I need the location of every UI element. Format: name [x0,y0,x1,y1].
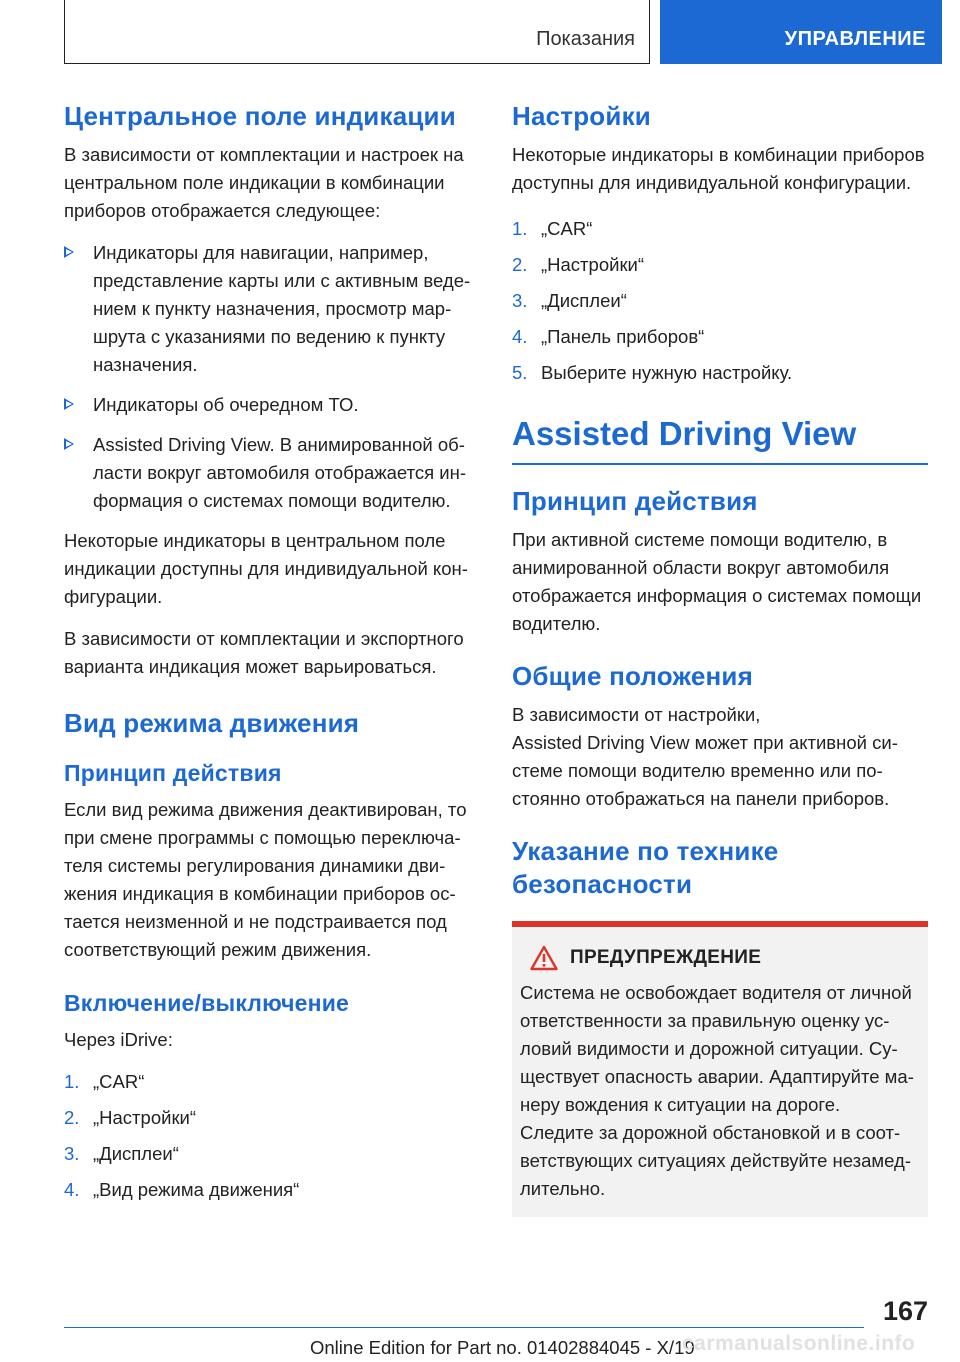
drive-mode-title: Вид режима движения [64,708,360,738]
watermark: carmanualsonline.info [682,1332,916,1355]
adv-title: Assisted Driving View [512,415,857,452]
config-paragraph: Некоторые индикаторы в центральном поле индикации доступны для индивидуальной конфигурации. [64,530,468,607]
header-section-label: Показания [536,28,635,50]
general-text-line2: Assisted Driving View может при активной системе помощи водителю временно или постоянно отображаться на панели приборов. [512,732,898,809]
list-item [512,251,928,279]
edition-text: Online Edition for Part no. 01402884045 - X/19 [310,1337,695,1358]
title-rule [512,463,928,465]
left-column [64,100,478,1214]
bullet-triangle-icon [64,246,74,258]
warning-text [520,979,920,1203]
adv-principle-text: При активной системе помощи водителю, в анимированной области вокруг автомобиля отображается информация о системах помощи водителю. [512,529,922,634]
general-title: Общие положения [512,661,753,691]
warning-triangle-icon [530,945,558,971]
step-number: 4. [64,1179,80,1200]
warning-box [512,921,928,1217]
warning-header [520,945,920,971]
list-item [512,215,928,243]
central-display-bullets [64,239,478,515]
list-item [64,431,478,515]
step-text: „Вид режима движения“ [93,1179,300,1200]
drive-mode-principle-title: Принцип действия [64,760,282,786]
list-item-text: Индикаторы для навигации, например, представление карты или с активным ведением к пункту назначения, просмотр маршрута с указаниями по ведению к пункту назначения. [93,242,471,375]
warning-text-line1: Система не освобождает водителя от личной ответственности за правильную оценку условий видимости и дорожной ситуации. Существует опасность аварии. Адаптируйте манеру вождения к ситуации на дороге. [520,982,914,1115]
step-number: 1. [512,218,528,239]
page-number: 167 [882,1296,928,1326]
header-chapter-label: УПРАВЛЕНИЕ [784,28,926,50]
safety-title: Указание по технике безопасности [512,836,779,899]
settings-steps [512,215,928,387]
list-item [512,323,928,351]
footer-rule [64,1327,864,1328]
list-item [64,1104,478,1132]
step-number: 3. [512,290,528,311]
list-item-text: Индикаторы об очередном ТО. [93,394,359,415]
list-item [64,1068,478,1096]
step-text: „Настройки“ [541,254,645,275]
settings-title: Настройки [512,101,651,131]
warning-label: ПРЕДУПРЕЖДЕНИЕ [570,947,762,968]
list-item-text: Assisted Driving View. В анимированной области вокруг автомобиля отображается информация о системах помощи водителю. [93,434,467,511]
step-text: „CAR“ [93,1071,145,1092]
list-item [512,287,928,315]
step-text: „CAR“ [541,218,593,239]
step-number: 1. [64,1071,80,1092]
list-item [64,1140,478,1168]
onoff-title: Включение/выключение [64,990,350,1016]
step-text: „Панель приборов“ [541,326,705,347]
variant-paragraph: В зависимости от комплектации и экспортного варианта индикация может варьироваться. [64,628,464,677]
central-display-title: Центральное поле индикации [64,101,456,131]
right-column [512,100,928,1217]
step-text: „Дисплеи“ [93,1143,179,1164]
step-number: 2. [64,1107,80,1128]
bullet-triangle-icon [64,438,74,450]
step-number: 5. [512,362,528,383]
step-text: „Настройки“ [93,1107,197,1128]
step-number: 4. [512,326,528,347]
list-item [64,239,478,379]
step-text: Выберите нужную настройку. [541,362,793,383]
list-item [512,359,928,387]
bullet-triangle-icon [64,398,74,410]
list-item [64,391,478,419]
header-chapter-tab [660,0,942,64]
step-number: 3. [64,1143,80,1164]
warning-text-line2: Следите за дорожной обстановкой и в соответствующих ситуациях действуйте незамедлительно. [520,1122,911,1199]
drive-mode-steps [64,1068,478,1204]
settings-text: Некоторые индикаторы в комбинации приборов доступны для индивидуальной конфигурации. [512,144,925,193]
general-text-line1: В зависимости от настройки, [512,704,761,725]
general-text [512,701,928,813]
step-text: „Дисплеи“ [541,290,627,311]
header-section-tab [64,0,650,64]
central-display-intro: В зависимости от комплектации и настроек на центральном поле индикации в комбинации приборов отображается следующее: [64,144,464,221]
adv-principle-title: Принцип действия [512,486,758,516]
onoff-text: Через iDrive: [64,1029,173,1050]
list-item [64,1176,478,1204]
drive-mode-principle-text: Если вид режима движения деактивирован, то при смене программы с помощью переключателя системы регулирования динамики движения индикация в комбинации приборов остается неизменной и не подстраивается под соответствующий режим движения. [64,799,467,960]
step-number: 2. [512,254,528,275]
